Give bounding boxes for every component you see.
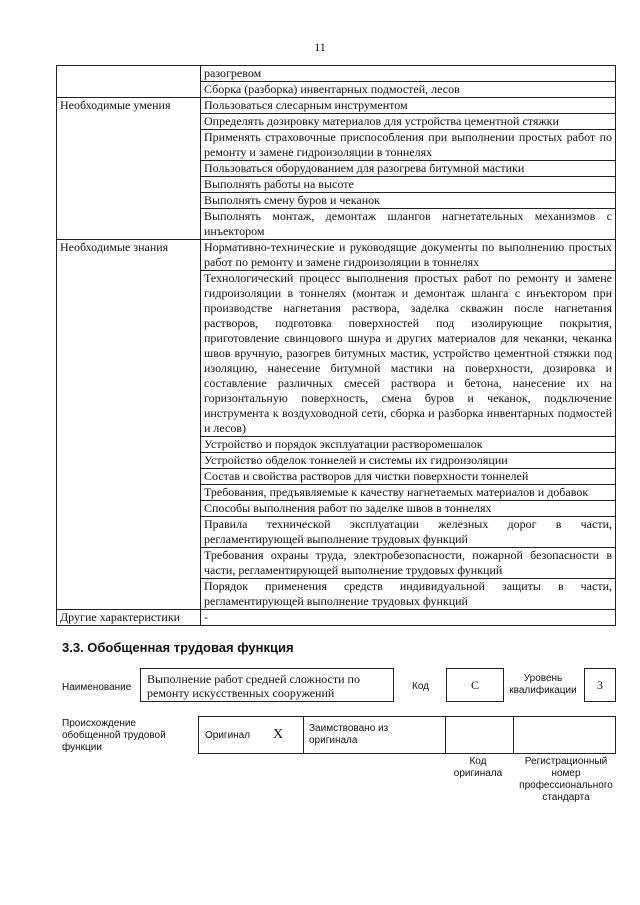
- divider: [513, 717, 514, 753]
- table-cell: Требования, предъявляемые к качеству нагнетаемых материалов и добавок: [201, 485, 616, 501]
- table-row: [57, 161, 616, 177]
- table-row: [57, 579, 616, 610]
- table-cell: Технологический процесс выполнения простых работ по ремонту и замене гидроизоляции в тоннелях (монтаж и демонтаж шланга с инъектором при производстве нагнетания раствора, заделка скважин после нагнетания растворов, подготовка поверхностей под изолирующие покрытия, приготовление свинцового шнура и других материалов для чеканки, чеканка швов вручную, разогрев битумных мастик, устройство цементной стяжки под изоляцию, нанесение битумной мастики на поверхности, дозировка и составление различных смесей раствора и бетона, нанесение их на горизонтальную поверхность, смена буров и чеканок, подключение инструмента к воздуховодной сети, сборка и разборка инвентарных подмостей и лесов): [201, 271, 616, 437]
- table-cell: Способы выполнения работ по заделке швов в тоннелях: [201, 501, 616, 517]
- level-label: Уровень квалификации: [509, 673, 577, 696]
- table-cell: Выполнять монтаж, демонтаж шлангов нагнетательных механизмов с инъектором: [201, 209, 616, 240]
- origin-label: Происхождение обобщенной трудовой функции: [62, 718, 166, 753]
- knowledge-label: Необходимые знания: [57, 240, 201, 271]
- table-cell: Пользоваться оборудованием для разогрева битумной мастики: [201, 161, 616, 177]
- code-original-label: Код оригинала: [453, 756, 503, 779]
- table-row: [57, 271, 616, 437]
- table-row: [57, 66, 616, 82]
- divider: [303, 717, 304, 753]
- table-cell: Пользоваться слесарным инструментом: [201, 98, 616, 114]
- table-cell: -: [201, 610, 616, 626]
- original-mark: X: [273, 727, 284, 742]
- requirements-table: [56, 65, 616, 626]
- reg-number-label: Регистрационный номер профессионального стандарта: [519, 756, 613, 803]
- table-row: [57, 82, 616, 98]
- table-row: [57, 501, 616, 517]
- table-row: [57, 177, 616, 193]
- table-row: [57, 240, 616, 271]
- section-title: 3.3. Обобщенная трудовая функция: [62, 640, 294, 655]
- table-row: [57, 114, 616, 130]
- original-label: Оригинал: [205, 730, 251, 741]
- table-row: [57, 453, 616, 469]
- table-cell: Выполнять работы на высоте: [201, 177, 616, 193]
- table-cell: Требования охраны труда, электробезопасности, пожарной безопасности в части, регламентирующей выполнение трудовых функций: [201, 548, 616, 579]
- name-label: Наименование: [62, 682, 132, 693]
- table-cell: Определять дозировку материалов для устройства цементной стяжки: [201, 114, 616, 130]
- borrowed-label: Заимствовано из оригинала: [309, 723, 389, 746]
- empty-label-cell: [57, 66, 201, 82]
- table-row: [57, 517, 616, 548]
- level-value: 3: [584, 668, 616, 702]
- table-row: [57, 193, 616, 209]
- table-row: [57, 437, 616, 453]
- table-row: [57, 610, 616, 626]
- table-row: [57, 548, 616, 579]
- table-row: [57, 469, 616, 485]
- table-cell: Применять страховочные приспособления при выполнении простых работ по ремонту и замене гидроизоляции в тоннелях: [201, 130, 616, 161]
- table-row: [57, 209, 616, 240]
- function-name-value: Выполнение работ средней сложности по ремонту искусственных сооружений: [140, 668, 394, 702]
- table-cell: Выполнять смену буров и чеканок: [201, 193, 616, 209]
- table-cell: Сборка (разборка) инвентарных подмостей, лесов: [201, 82, 616, 98]
- table-row: [57, 130, 616, 161]
- origin-table: [198, 716, 616, 754]
- table-cell: Устройство и порядок эксплуатации растворомешалок: [201, 437, 616, 453]
- empty-label-cell: [57, 82, 201, 98]
- table-cell: Порядок применения средств индивидуальной защиты в части, регламентирующей выполнение трудовых функций: [201, 579, 616, 610]
- table-cell: разогревом: [201, 66, 616, 82]
- skills-label: Необходимые умения: [57, 98, 201, 114]
- table-row: [57, 485, 616, 501]
- table-row: [57, 98, 616, 114]
- other-label: Другие характеристики: [57, 610, 201, 626]
- code-label: Код: [412, 681, 430, 692]
- table-cell: Состав и свойства растворов для чистки поверхности тоннелей: [201, 469, 616, 485]
- table-cell: Правила технической эксплуатации железных дорог в части, регламентирующей выполнение трудовых функций: [201, 517, 616, 548]
- page-number: 11: [314, 40, 326, 54]
- table-cell: Нормативно-технические и руководящие документы по выполнению простых работ по ремонту и замене гидроизоляции в тоннелях: [201, 240, 616, 271]
- table-cell: Устройство обделок тоннелей и системы их гидроизоляции: [201, 453, 616, 469]
- divider: [445, 717, 446, 753]
- code-value: C: [446, 668, 504, 702]
